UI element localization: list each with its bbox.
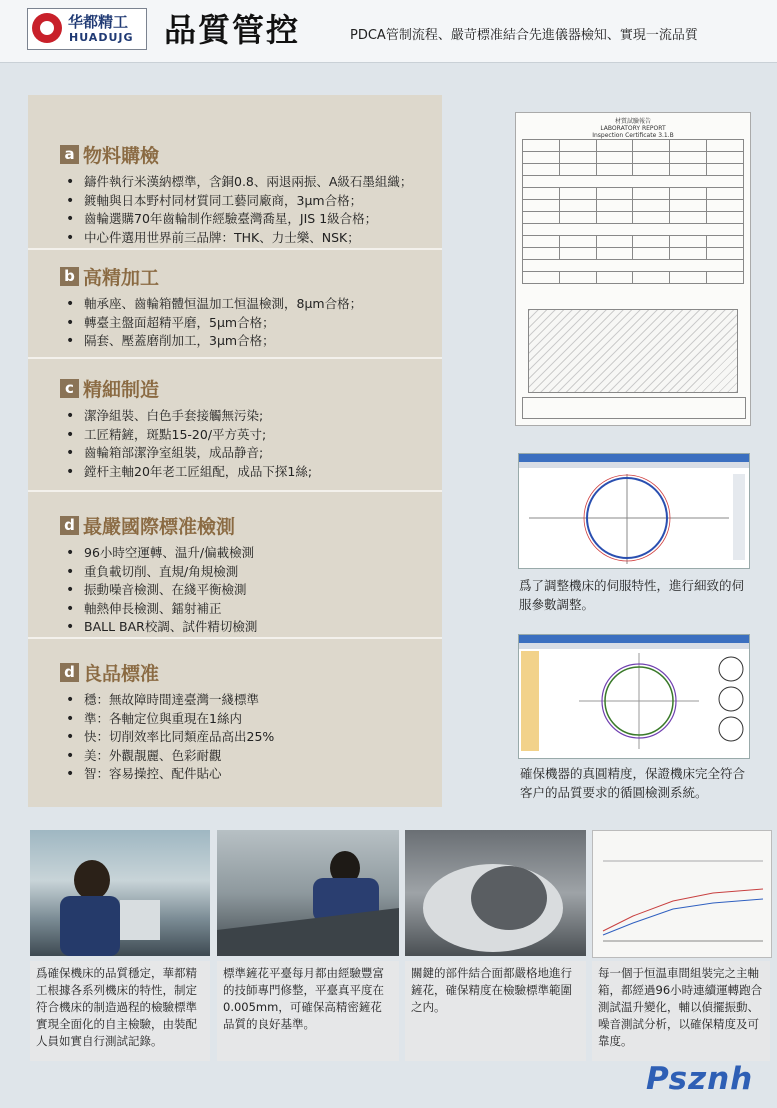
- section-title: 物料購檢: [83, 145, 160, 167]
- logo-chinese-name: 华都精工: [68, 13, 129, 31]
- list-item: • BALL BAR校調、試件精切檢測: [64, 618, 257, 637]
- list-item: • 智：容易操控、配件貼心: [64, 765, 274, 784]
- servo-caption: 爲了調整機床的伺服特性，進行細致的伺服參數調整。: [519, 578, 745, 612]
- section-badge: c: [60, 379, 79, 398]
- bottom-caption: 關鍵的部件結合面都嚴格地進行鏟花，確保精度在檢驗標準範圍之内。: [405, 961, 586, 1061]
- list-item: • 軸熱伸長檢測、鐳射補正: [64, 600, 257, 619]
- section-divider: [28, 357, 442, 359]
- section-list: [64, 691, 274, 784]
- logo-mark-icon: [32, 13, 62, 43]
- section-badge: a: [60, 145, 79, 164]
- watermark-text: Psznh: [646, 1061, 754, 1097]
- circle-test-plot-icon: [519, 468, 749, 568]
- list-item: • 快：切削效率比同類産品高出25%: [64, 728, 274, 747]
- page-title: 品質管控: [164, 11, 301, 49]
- list-item: • 鏜杆主軸20年老工匠組配，成品下探1絲;: [64, 463, 312, 482]
- scraped-part-photo: [405, 830, 586, 956]
- signature-row: [522, 397, 746, 419]
- section-badge: d: [60, 663, 79, 682]
- section-list: [64, 295, 362, 351]
- section-heading: [60, 141, 159, 165]
- list-item: • 振動噪音檢測、在綫平衡檢測: [64, 581, 257, 600]
- section-title: 最嚴國際標准檢測: [83, 516, 236, 538]
- report-title: 材質試驗報告 LABORATORY REPORT Inspection Certificate 3.1.B: [592, 118, 674, 139]
- list-item: • 鍍軸與日本野村同材質同工藝同廠商，3μm合格；: [64, 192, 412, 211]
- bottom-caption: 每一個于恒温車間組裝完之主軸箱，都經過96小時連續運轉跑合測試温升變化，輔以偵擺振動、噪音測試分析，以確保精度及可靠度。: [592, 961, 770, 1061]
- circle-test-caption: 確保機器的真圓精度，保證機床完全符合客户的品質要求的循圓檢測系統。: [520, 766, 746, 800]
- circle-test-screenshot: [518, 634, 750, 759]
- logo-english-name: HUADUJG: [69, 31, 134, 44]
- section-divider: [28, 490, 442, 492]
- list-item: • 潔浄組裝、白色手套接觸無污染;: [64, 407, 312, 426]
- bottom-caption: 標準鏟花平臺每月都由經驗豐富的技師專門修整，平臺真平度在0.005mm，可確保高精密鏟花品質的良好基準。: [217, 961, 399, 1061]
- section-divider: [28, 248, 442, 250]
- microstructure-sketch: [528, 309, 738, 393]
- list-item: • 齒輪選購70年齒輪制作經驗臺灣喬星，JIS 1級合格；: [64, 210, 412, 229]
- list-item: • 軸承座、齒輪箱體恒温加工恒温檢測，8μm合格；: [64, 295, 362, 314]
- laboratory-report-image: [515, 112, 751, 426]
- list-item: • 鑄件執行米漢納標準，含銅0.8、兩退兩振、A級石墨組織；: [64, 173, 412, 192]
- list-item: • 中心件選用世界前三品牌：THK、力士樂、NSK；: [64, 229, 412, 248]
- list-item: • 隔套、壓蓋磨削加工，3μm合格；: [64, 332, 362, 351]
- section-heading: [60, 375, 159, 399]
- list-item: • 轉臺主盤面超精平磨，5μm合格；: [64, 314, 362, 333]
- list-item: • 準：各軸定位與重現在1絲内: [64, 710, 274, 729]
- section-divider: [28, 637, 442, 639]
- list-item: • 美：外觀靚麗、色彩耐觀: [64, 747, 274, 766]
- section-badge: d: [60, 516, 79, 535]
- section-heading: [60, 263, 159, 287]
- report-table: [522, 139, 744, 284]
- section-badge: b: [60, 267, 79, 286]
- section-title: 精細制造: [83, 379, 160, 401]
- roundness-plot-icon: [519, 649, 749, 757]
- servo-tuning-screenshot: [518, 453, 750, 569]
- company-logo: [27, 8, 147, 50]
- section-heading: [60, 659, 159, 683]
- section-title: 高精加工: [83, 267, 160, 289]
- list-item: • 工匠精鏟，斑點15-20/平方英寸;: [64, 426, 312, 445]
- quality-panel: [28, 95, 442, 807]
- header: [0, 0, 777, 63]
- section-list: [64, 173, 412, 247]
- test-record-chart-image: [592, 830, 772, 958]
- list-item: • 96小時空運轉、温升/偏載檢測: [64, 544, 257, 563]
- section-list: [64, 407, 312, 481]
- section-list: [64, 544, 257, 637]
- scraping-table-photo: [217, 830, 399, 956]
- inspection-photo: [30, 830, 210, 956]
- section-title: 良品標准: [83, 663, 160, 685]
- list-item: • 齒輪箱部潔浄室組裝，成品静音;: [64, 444, 312, 463]
- section-heading: [60, 512, 235, 536]
- page-subtitle: PDCA管制流程、嚴苛標准結合先進儀器檢知、實現一流品質: [350, 28, 698, 43]
- list-item: • 穩：無故障時間達臺灣一綫標準: [64, 691, 274, 710]
- list-item: • 重負載切削、直規/角規檢測: [64, 563, 257, 582]
- bottom-caption: 爲確保機床的品質穩定，華都精工根據各系列機床的特性，制定符合機床的制造過程的檢驗標準實現全面化的自主檢驗，由裝配人員如實自行測試記錄。: [30, 961, 210, 1061]
